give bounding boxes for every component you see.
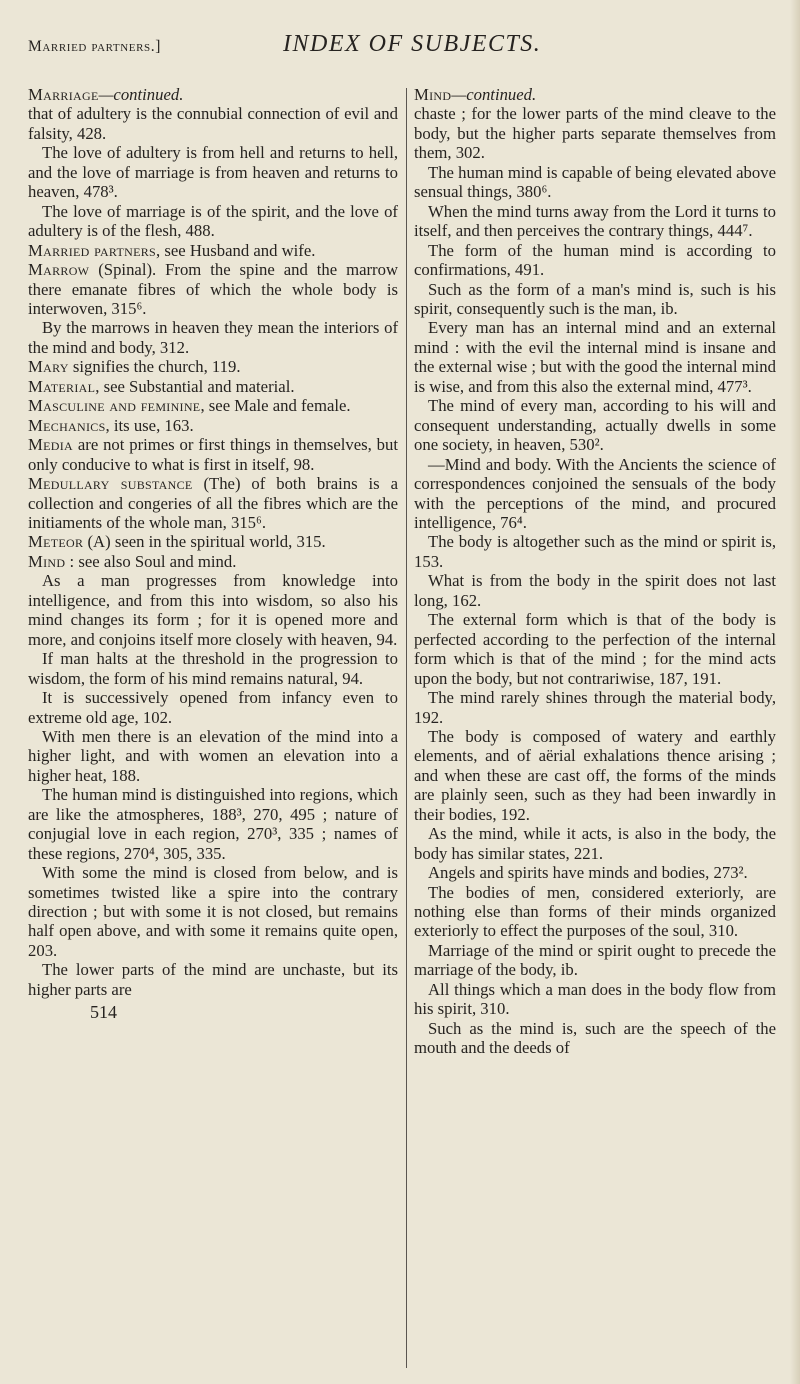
index-entry [28, 396, 398, 415]
index-subentry: —Mind and body. With the Ancients the science of correspondences conjoined the sensuals of the body with the perceptions of the mind, and procured intelligence, 76⁴. [414, 454, 776, 532]
index-subentry: The mind rarely shines through the material body, 192. [414, 688, 776, 727]
index-entry [28, 377, 398, 396]
entry-headword: Mind [28, 551, 66, 571]
index-subentry: The mind of every man, according to his will and consequent understanding, actually dwells in some one society, in heaven, 530². [414, 396, 776, 455]
entry-headword: Media [28, 435, 73, 455]
page-number: 514 [90, 1002, 117, 1023]
index-entry [28, 552, 398, 571]
index-subentry: The form of the human mind is according to confirmations, 491. [414, 240, 776, 280]
index-subentry: With men there is an elevation of the mind into a higher light, and with women an elevation into a higher heat, 188. [28, 726, 398, 785]
index-subentry: As the mind, while it acts, is also in the body, the body has similar states, 221. [414, 824, 776, 863]
index-entry [28, 85, 398, 104]
index-subentry: The bodies of men, considered exteriorly, are nothing else than forms of their minds organized exteriorly to effect the purposes of the soul, 310. [414, 882, 776, 941]
entry-headword: Marrow [28, 260, 90, 280]
entry-headword: Mary [28, 357, 69, 377]
running-head-title: INDEX OF SUBJECTS. [283, 31, 542, 57]
entry-text: , see Male and female. [200, 396, 351, 416]
index-subentry: By the marrows in heaven they mean the interiors of the mind and body, 312. [28, 318, 398, 357]
entry-text: , see Substantial and material. [95, 376, 295, 396]
index-subentry: The external form which is that of the body is perfected according to the perfection of the internal form which is that of the mind ; for the mind acts upon the body, but not contrariwise, 187, 191. [414, 610, 776, 688]
entry-headword: Mechanics [28, 415, 106, 435]
index-entry [28, 260, 398, 318]
index-subentry: The human mind is capable of being elevated above sensual things, 380⁶. [414, 162, 776, 202]
index-entry [28, 241, 398, 260]
entry-headword: Masculine and feminine [28, 396, 201, 416]
entry-text: , see Husband and wife. [156, 240, 316, 260]
index-subentry: Angels and spirits have minds and bodies, 273². [428, 863, 748, 883]
index-subentry: The lower parts of the mind are unchaste, but its higher parts are [28, 960, 398, 999]
index-entry [28, 474, 398, 532]
index-subentry: Marriage of the mind or spirit ought to precede the marriage of the body, ib. [414, 940, 776, 980]
entry-text: (The) of both brains is a collection and congeries of all the fibres which are the initiaments of the whole man, 315⁶. [28, 474, 398, 532]
continued-text: chaste ; for the lower parts of the mind cleave to the body, but the higher parts separate themselves from them, 302. [414, 104, 776, 163]
running-head-left: Married partners.] [28, 38, 162, 55]
index-entry [28, 357, 398, 376]
entry-headword: Mind [414, 85, 452, 104]
entry-text: —continued. [98, 85, 184, 104]
column-divider [406, 88, 407, 1368]
index-subentry: The body is altogether such as the mind or spirit is, 153. [414, 532, 776, 571]
entry-text: (Spinal). From the spine and the marrow there emanate fibres of which the whole body is interwoven, 315⁶. [28, 260, 398, 318]
left-column [28, 85, 398, 1023]
page-edge-shadow [790, 0, 800, 1384]
index-subentry: Every man has an internal mind and an external mind : with the evil the internal mind is insane and the external wise ; but with the good the internal mind is wise, and from this also the external mind, 477³. [414, 318, 776, 396]
entry-text: —continued. [451, 85, 537, 104]
index-subentry: The love of adultery is from hell and returns to hell, and the love of marriage is from heaven and returns to heaven, 478³. [28, 143, 398, 202]
index-subentry: If man halts at the threshold in the progression to wisdom, the form of his mind remains natural, 94. [28, 649, 398, 688]
entry-headword: Meteor [28, 532, 84, 552]
entry-text: (A) seen in the spiritual world, 315. [83, 532, 326, 552]
index-subentry: Such as the mind is, such are the speech of the mouth and the deeds of [414, 1018, 776, 1058]
running-head [28, 31, 768, 58]
index-subentry: The body is composed of watery and earthly elements, and of aërial exhalations thence arising ; and when these are cast off, the forms of the minds are plainly seen, such as they had been inwardly in their bodies, 192. [414, 726, 776, 824]
index-subentry: With some the mind is closed from below, and is sometimes twisted like a spire into the contrary direction ; but with some it is not closed, but remains half open above, and with some it remains quite open, 203. [28, 863, 398, 960]
index-entry [28, 416, 398, 435]
index-subentry: When the mind turns away from the Lord it turns to itself, and then perceives the contrary things, 444⁷. [414, 201, 776, 241]
continued-text: that of adultery is the connubial connection of evil and falsity, 428. [28, 104, 398, 143]
index-subentry: It is successively opened from infancy even to extreme old age, 102. [28, 688, 398, 727]
entry-text: signifies the church, 119. [68, 357, 241, 377]
index-subentry: The love of marriage is of the spirit, and the love of adultery is of the flesh, 488. [28, 201, 398, 241]
entry-text: are not primes or first things in themselves, but only conducive to what is first in itself, 98. [28, 435, 398, 474]
entry-text: : see also Soul and mind. [65, 551, 237, 571]
right-column [414, 85, 776, 1058]
index-subentry: What is from the body in the spirit does not last long, 162. [414, 571, 776, 610]
index-subentry: Such as the form of a man's mind is, such is his spirit, consequently such is the man, ib. [414, 279, 776, 318]
index-subentry: As a man progresses from knowledge into intelligence, and from this into wisdom, so also his mind changes its form ; for it is opened more and more, and conjoins itself more closely with heaven, 94. [28, 571, 398, 649]
entry-headword: Marriage [28, 85, 99, 104]
index-entry [414, 85, 776, 104]
entry-headword: Married partners [28, 240, 157, 260]
entry-text: , its use, 163. [105, 415, 194, 435]
index-entry [28, 532, 398, 551]
index-entry [28, 435, 398, 474]
entry-headword: Material [28, 376, 96, 396]
index-subentry: The human mind is distinguished into regions, which are like the atmospheres, 188³, 270, 495 ; nature of conjugial love in each region, 270³, 335 ; names of these regions, 270⁴, 305, 335. [28, 785, 398, 863]
index-subentry: All things which a man does in the body flow from his spirit, 310. [414, 979, 776, 1019]
entry-headword: Medullary substance [28, 474, 193, 494]
